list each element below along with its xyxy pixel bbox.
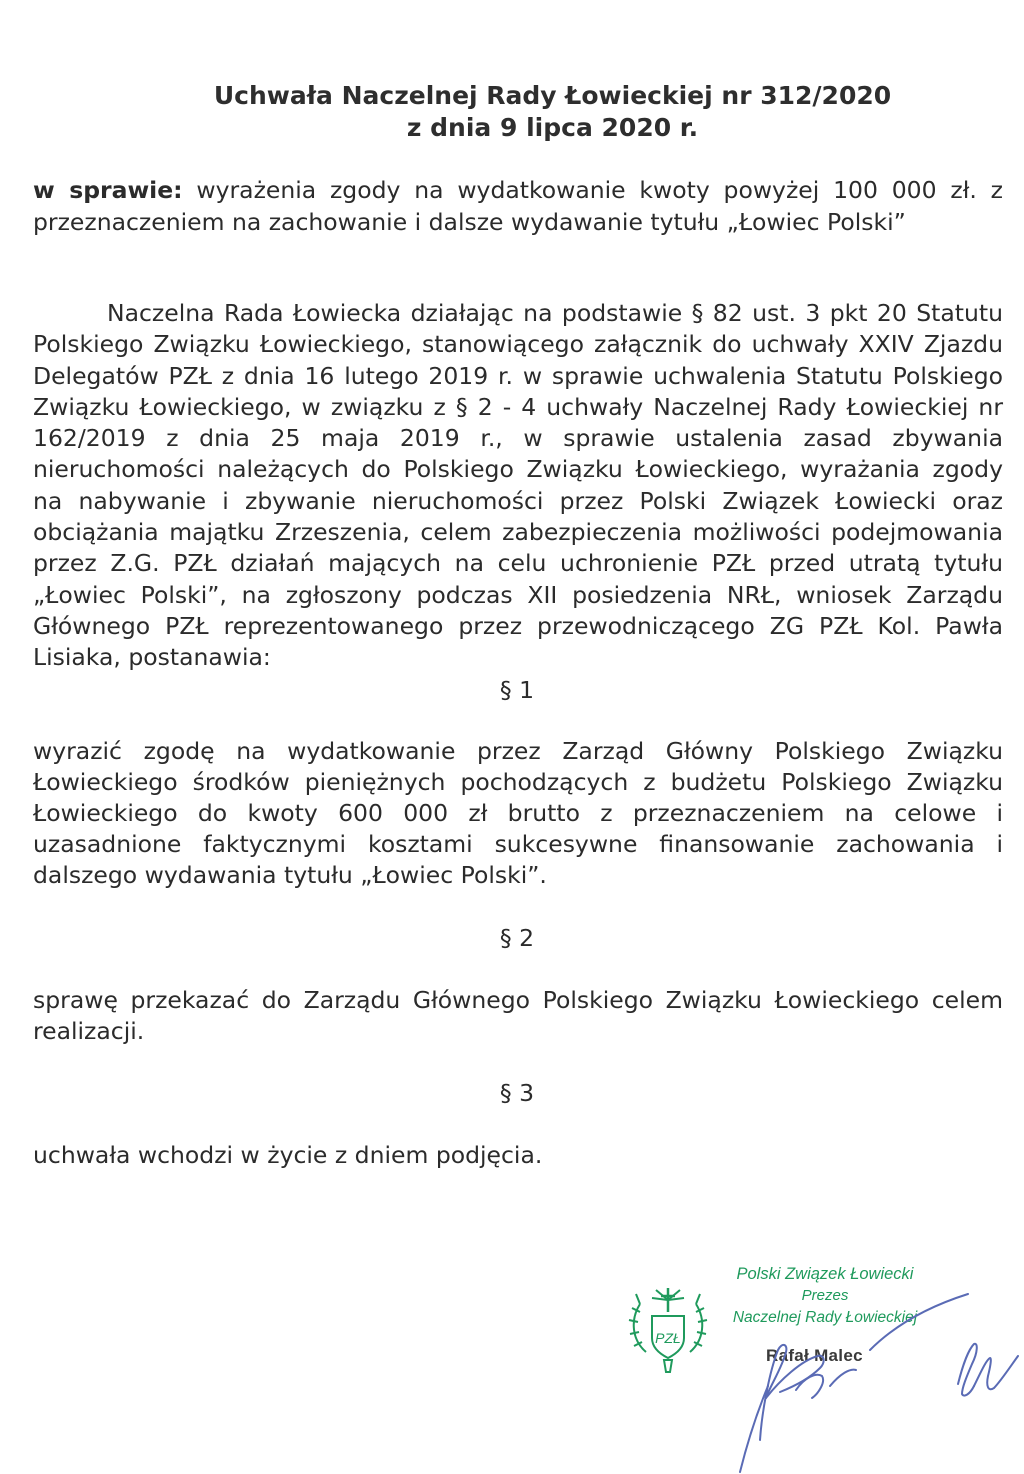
preamble-paragraph: Naczelna Rada Łowiecka działając na podstawie § 82 ust. 3 pkt 20 Statutu Polskiego Związku Łowieckiego, stanowiącego załącznik do uchwały XXIV Zjazdu Delegatów PZŁ z dnia 16 lutego 2019 r. w sprawie uchwalenia Statutu Polskiego Związku Łowieckiego, w związku z § 2 - 4 uchwały Naczelnej Rady Łowieckiej nr 162/2019 z dnia 25 maja 2019 r., w sprawie ustalenia zasad zbywania nieruchomości należących do Polskiego Związku Łowieckiego, wyrażania zgody na nabywanie i zbywanie nieruchomości przez Polski Związek Łowiecki oraz obciążania majątku Zrzeszenia, celem zabezpieczenia możliwości podejmowania przez Z.G. PZŁ działań mających na celu uchronienie PZŁ przed utratą tytułu „Łowiec Polski”, na zgłoszony podczas XII posiedzenia NRŁ, wniosek Zarządu Głównego PZŁ reprezentowanego przez przewodniczącego ZG PZŁ Kol. Pawła Lisiaka, postanawia: xyxy=(33,299,1003,672)
signatory-name: Rafał Malec xyxy=(766,1346,863,1365)
stamp-organization: Polski Związek Łowiecki xyxy=(736,1265,914,1283)
section-3-mark: § 3 xyxy=(499,1079,535,1107)
emblem-text: PZŁ xyxy=(655,1330,681,1346)
pzl-emblem-icon xyxy=(626,1282,710,1374)
title-line-2: z dnia 9 lipca 2020 r. xyxy=(406,113,699,142)
subject-paragraph xyxy=(33,174,1003,238)
handwritten-signature xyxy=(700,1290,1024,1474)
title-line-1: Uchwała Naczelnej Rady Łowieckiej nr 312/2020 xyxy=(213,81,892,110)
subject-text: wyrażenia zgody na wydatkowanie kwoty powyżej 100 000 zł. z przeznaczeniem na zachowanie i dalsze wydawanie tytułu „Łowiec Polski” xyxy=(33,176,1003,236)
subject-lead: w sprawie: xyxy=(33,176,183,204)
resolution-title xyxy=(0,80,1024,144)
section-1-text: wyrazić zgodę na wydatkowanie przez Zarząd Główny Polskiego Związku Łowieckiego środków pieniężnych pochodzących z budżetu Polskiego Związku Łowieckiego do kwoty 600 000 zł brutto z przeznaczeniem na celowe i uzasadnione faktycznymi kosztami sukcesywne finansowanie zachowania i dalszego wydawania tytułu „Łowiec Polski”. xyxy=(33,737,1003,889)
section-2-mark: § 2 xyxy=(499,924,535,952)
section-3-text: uchwała wchodzi w życie z dniem podjęcia. xyxy=(33,1141,543,1169)
stamp-role: Prezes xyxy=(801,1287,849,1304)
section-1-mark: § 1 xyxy=(499,676,535,704)
stamp-body: Naczelnej Rady Łowieckiej xyxy=(732,1309,918,1326)
section-2-text: sprawę przekazać do Zarządu Głównego Polskiego Związku Łowieckiego celem realizacji. xyxy=(33,986,1003,1045)
